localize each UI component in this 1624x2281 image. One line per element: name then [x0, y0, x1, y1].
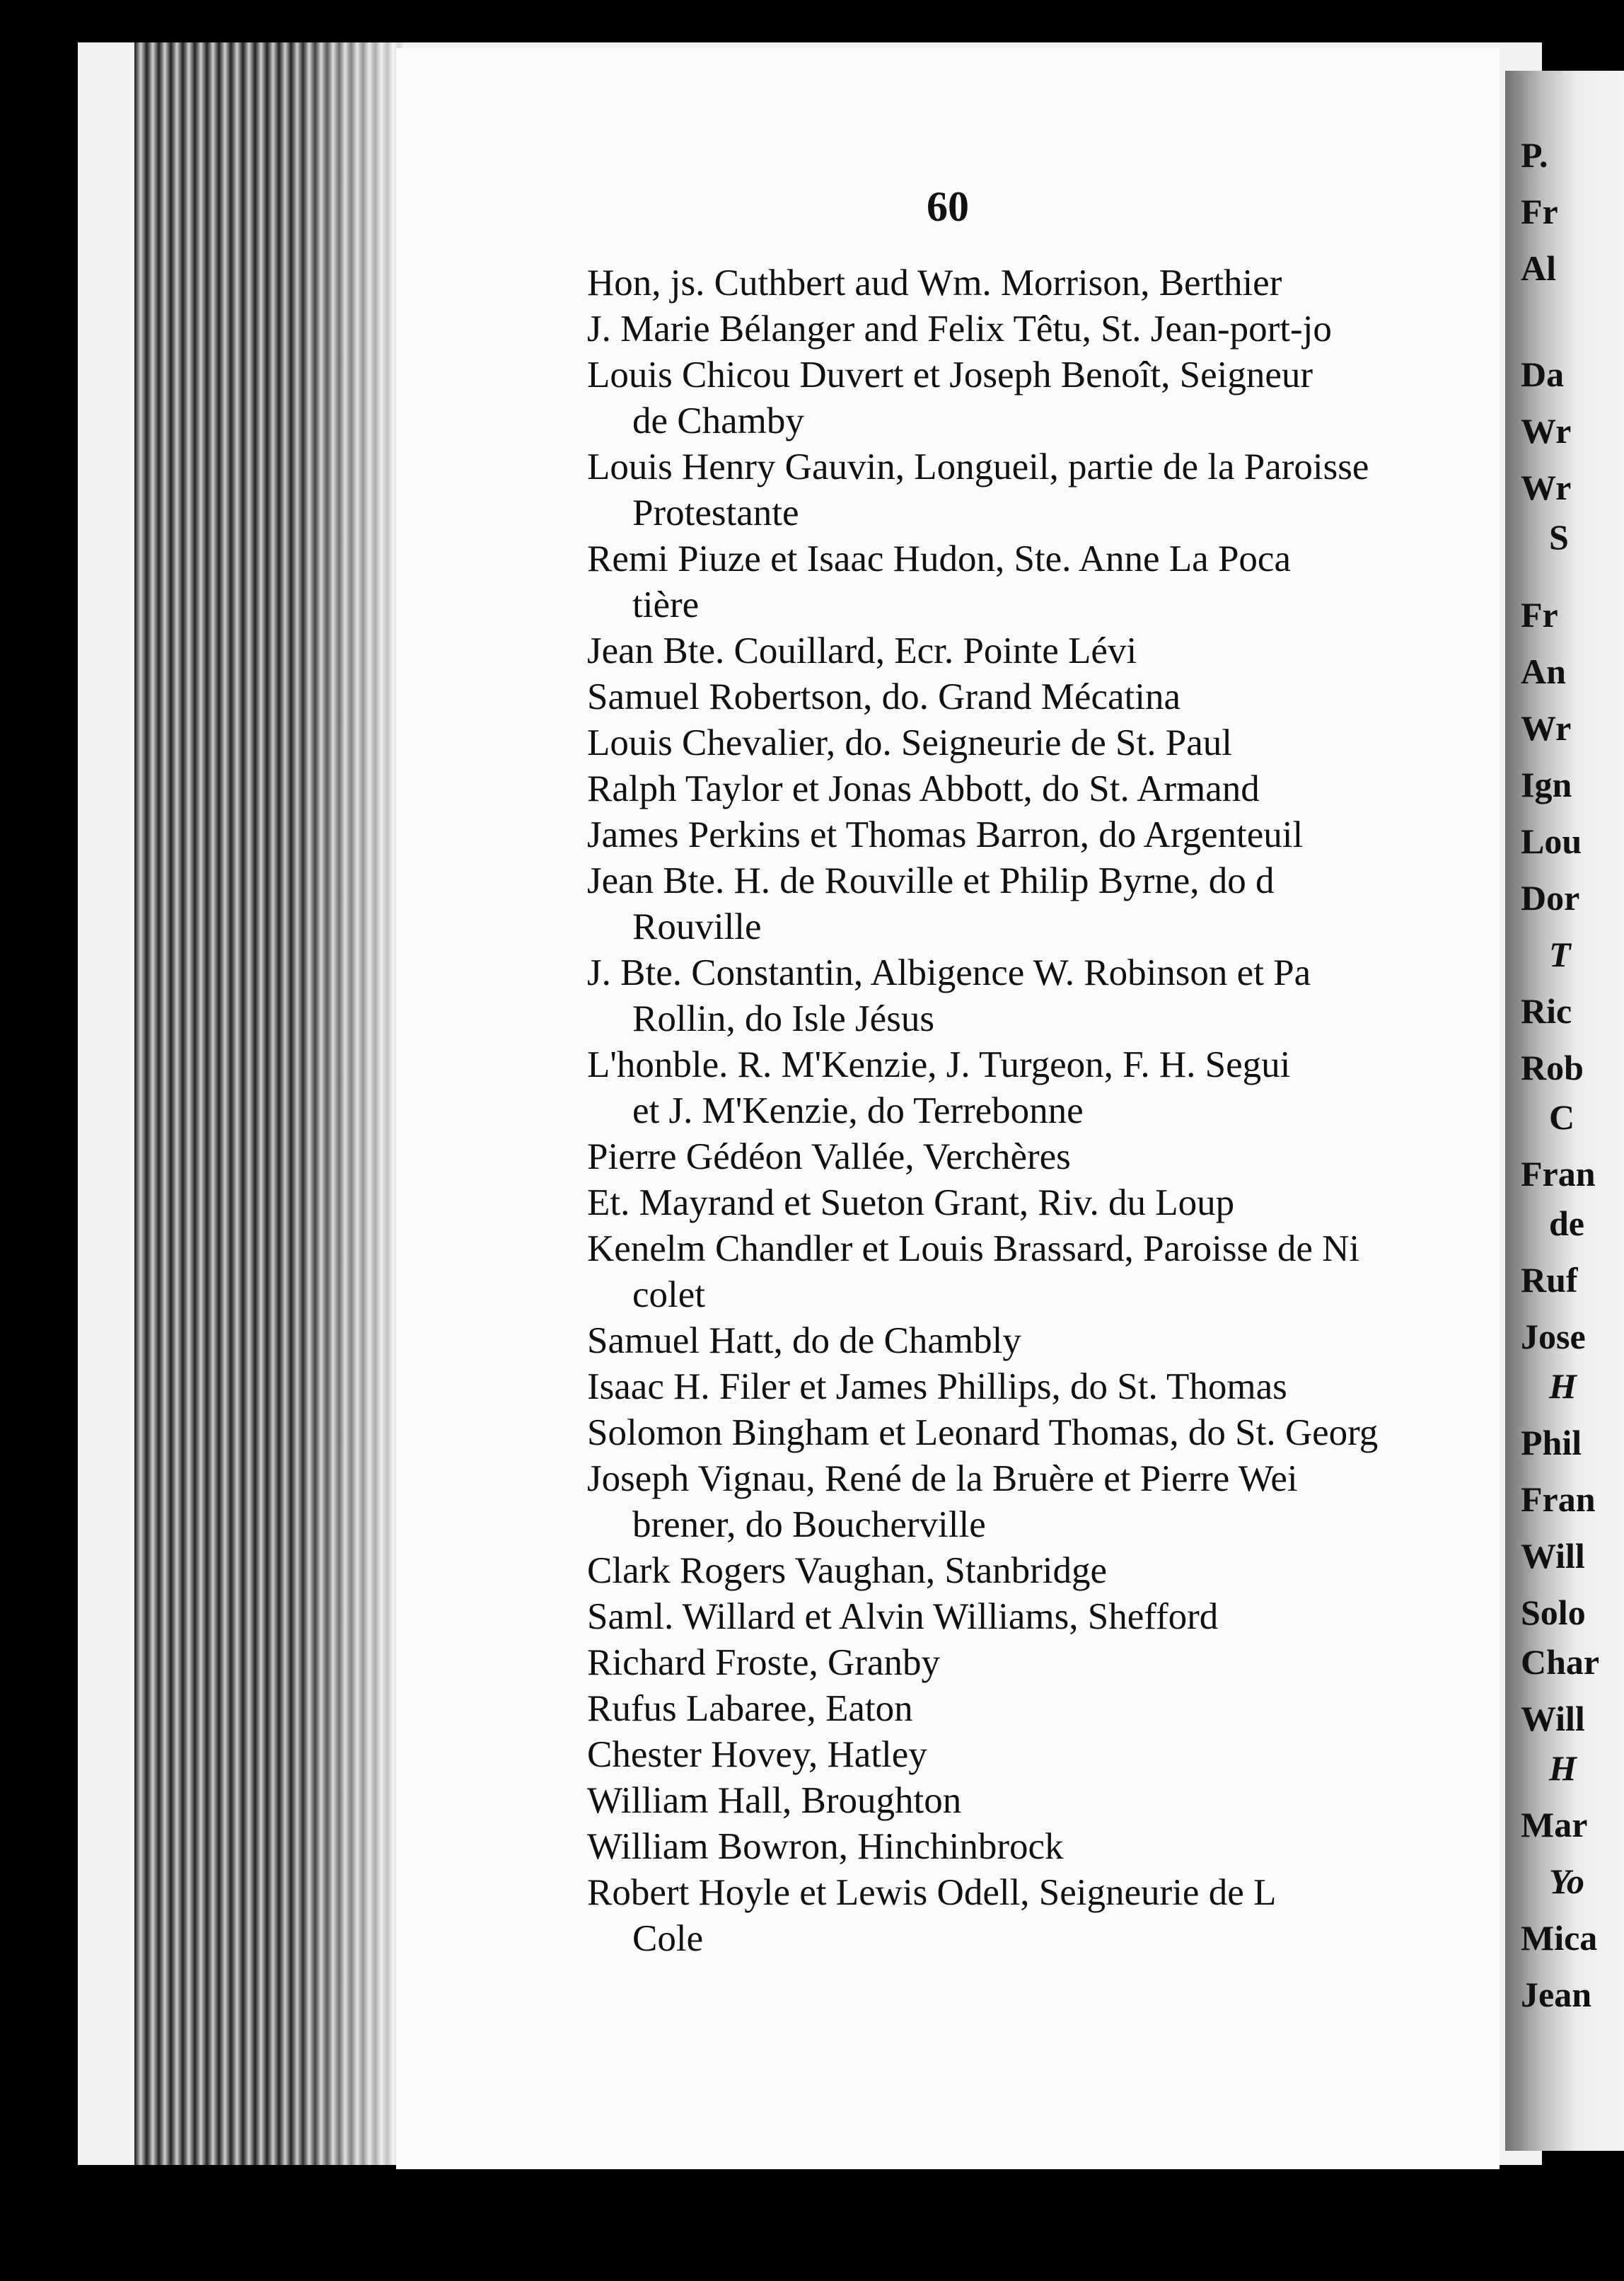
directory-entry — [587, 1686, 1500, 1732]
page-edges-shading — [297, 42, 403, 2165]
directory-entry — [587, 1640, 1500, 1686]
facing-page-fragment: Fr — [1521, 192, 1558, 231]
directory-entry — [587, 812, 1500, 858]
entry-list — [587, 260, 1500, 1962]
entry-line: L'honble. R. M'Kenzie, J. Turgeon, F. H. Segui — [587, 1044, 1291, 1085]
entry-continuation: Cole — [632, 1918, 704, 1959]
directory-entry — [587, 1226, 1500, 1318]
entry-continuation: tière — [632, 584, 700, 625]
directory-entry — [587, 1042, 1500, 1134]
entry-continuation: Rollin, do Isle Jésus — [632, 998, 934, 1039]
directory-entry — [587, 1318, 1500, 1364]
facing-page-fragment: T — [1549, 935, 1571, 974]
entry-line: Ralph Taylor et Jonas Abbott, do St. Armand — [587, 768, 1260, 809]
facing-page-fragment: Dor — [1521, 878, 1580, 918]
facing-page-fragment: Fran — [1521, 1479, 1596, 1519]
entry-continuation: et J. M'Kenzie, do Terrebonne — [632, 1090, 1084, 1131]
directory-entry — [587, 352, 1500, 444]
directory-entry — [587, 720, 1500, 766]
page-number: 60 — [927, 183, 969, 230]
facing-page-fragment: S — [1549, 517, 1569, 557]
entry-line: Richard Froste, Granby — [587, 1642, 940, 1683]
directory-entry — [587, 1732, 1500, 1778]
entry-continuation: de Chamby — [632, 400, 804, 441]
entry-line: Clark Rogers Vaughan, Stanbridge — [587, 1550, 1108, 1591]
directory-entry — [587, 1134, 1500, 1180]
facing-page-fragment: Ign — [1521, 765, 1572, 804]
facing-page-fragment: Yo — [1549, 1861, 1584, 1901]
facing-page-fragment: P. — [1521, 135, 1548, 175]
entry-line: Samuel Hatt, do de Chambly — [587, 1320, 1021, 1361]
entry-line: James Perkins et Thomas Barron, do Argenteuil — [587, 814, 1304, 855]
book-page — [396, 48, 1500, 2169]
entry-continuation: Protestante — [632, 492, 799, 533]
entry-line: Solomon Bingham et Leonard Thomas, do St. Georg — [587, 1412, 1379, 1453]
facing-page-fragment: H — [1549, 1366, 1577, 1406]
facing-page-fragment: Ric — [1521, 991, 1572, 1031]
facing-page-fragment: Will — [1521, 1536, 1585, 1576]
entry-line: J. Marie Bélanger and Felix Têtu, St. Jean-port-jo — [587, 308, 1332, 350]
directory-entry — [587, 628, 1500, 674]
directory-entry — [587, 1410, 1500, 1456]
directory-entry — [587, 1548, 1500, 1594]
facing-page-fragment: Jean — [1521, 1975, 1591, 2014]
entry-line: Robert Hoyle et Lewis Odell, Seigneurie de L — [587, 1872, 1277, 1913]
facing-page-fragment: Da — [1521, 354, 1565, 394]
facing-page-fragment: Fran — [1521, 1154, 1596, 1194]
directory-entry — [587, 858, 1500, 950]
entry-line: Rufus Labaree, Eaton — [587, 1688, 913, 1729]
facing-page-fragment: Wr — [1521, 468, 1572, 507]
directory-entry — [587, 444, 1500, 536]
entry-continuation: colet — [632, 1274, 705, 1315]
entry-continuation: Rouville — [632, 906, 762, 947]
entry-line: Jean Bte. H. de Rouville et Philip Byrne, do d — [587, 860, 1275, 901]
directory-entry — [587, 1456, 1500, 1548]
facing-page-fragment: Rob — [1521, 1048, 1584, 1087]
entry-line: Remi Piuze et Isaac Hudon, Ste. Anne La Poca — [587, 538, 1291, 579]
facing-page-fragment: Phil — [1521, 1423, 1582, 1462]
entry-line: Saml. Willard et Alvin Williams, Shefford — [587, 1596, 1219, 1637]
directory-entry — [587, 1594, 1500, 1640]
directory-entry — [587, 306, 1500, 352]
facing-page-fragment: An — [1521, 652, 1566, 691]
entry-line: Louis Henry Gauvin, Longueil, partie de la Paroisse — [587, 446, 1369, 487]
entry-line: Samuel Robertson, do. Grand Mécatina — [587, 676, 1181, 717]
directory-entry — [587, 766, 1500, 812]
entry-line: Louis Chicou Duvert et Joseph Benoît, Seigneur — [587, 354, 1313, 395]
entry-line: Et. Mayrand et Sueton Grant, Riv. du Loup — [587, 1182, 1235, 1223]
directory-entry — [587, 950, 1500, 1042]
directory-entry — [587, 1180, 1500, 1226]
facing-page-fragment: Ruf — [1521, 1260, 1578, 1300]
directory-entry — [587, 1778, 1500, 1824]
facing-page-fragment: Solo — [1521, 1593, 1586, 1632]
directory-entry — [587, 260, 1500, 306]
facing-page — [1505, 71, 1624, 2151]
entry-line: Isaac H. Filer et James Phillips, do St. Thomas — [587, 1366, 1287, 1407]
facing-page-fragment: Will — [1521, 1699, 1585, 1738]
directory-entry — [587, 1364, 1500, 1410]
entry-line: J. Bte. Constantin, Albigence W. Robinson et Pa — [587, 952, 1311, 993]
entry-line: William Hall, Broughton — [587, 1780, 962, 1821]
entry-line: Chester Hovey, Hatley — [587, 1734, 927, 1775]
entry-continuation: brener, do Boucherville — [632, 1504, 986, 1545]
facing-page-fragment: Fr — [1521, 595, 1558, 635]
directory-entry — [587, 1870, 1500, 1962]
directory-entry — [587, 536, 1500, 628]
facing-page-fragment: Wr — [1521, 411, 1572, 451]
facing-page-fragment: Char — [1521, 1642, 1600, 1682]
entry-line: Louis Chevalier, do. Seigneurie de St. Paul — [587, 722, 1232, 763]
entry-line: Hon, js. Cuthbert aud Wm. Morrison, Berthier — [587, 262, 1282, 304]
directory-entry — [587, 1824, 1500, 1870]
entry-line: Jean Bte. Couillard, Ecr. Pointe Lévi — [587, 630, 1137, 671]
facing-page-fragment: H — [1549, 1748, 1577, 1788]
facing-page-fragment: Wr — [1521, 708, 1572, 748]
entry-line: William Bowron, Hinchinbrock — [587, 1826, 1064, 1867]
facing-page-fragment: Mica — [1521, 1918, 1598, 1958]
facing-page-fragment: Mar — [1521, 1805, 1588, 1844]
facing-page-fragment: Al — [1521, 248, 1556, 288]
facing-page-fragment: C — [1549, 1097, 1575, 1137]
facing-page-fragment: Jose — [1521, 1317, 1586, 1356]
directory-entry — [587, 674, 1500, 720]
entry-line: Kenelm Chandler et Louis Brassard, Paroisse de Ni — [587, 1228, 1360, 1269]
facing-page-fragment: Lou — [1521, 821, 1582, 861]
facing-page-fragment: de — [1549, 1203, 1584, 1243]
entry-line: Joseph Vignau, René de la Bruère et Pierre Wei — [587, 1458, 1298, 1499]
entry-line: Pierre Gédéon Vallée, Verchères — [587, 1136, 1071, 1177]
